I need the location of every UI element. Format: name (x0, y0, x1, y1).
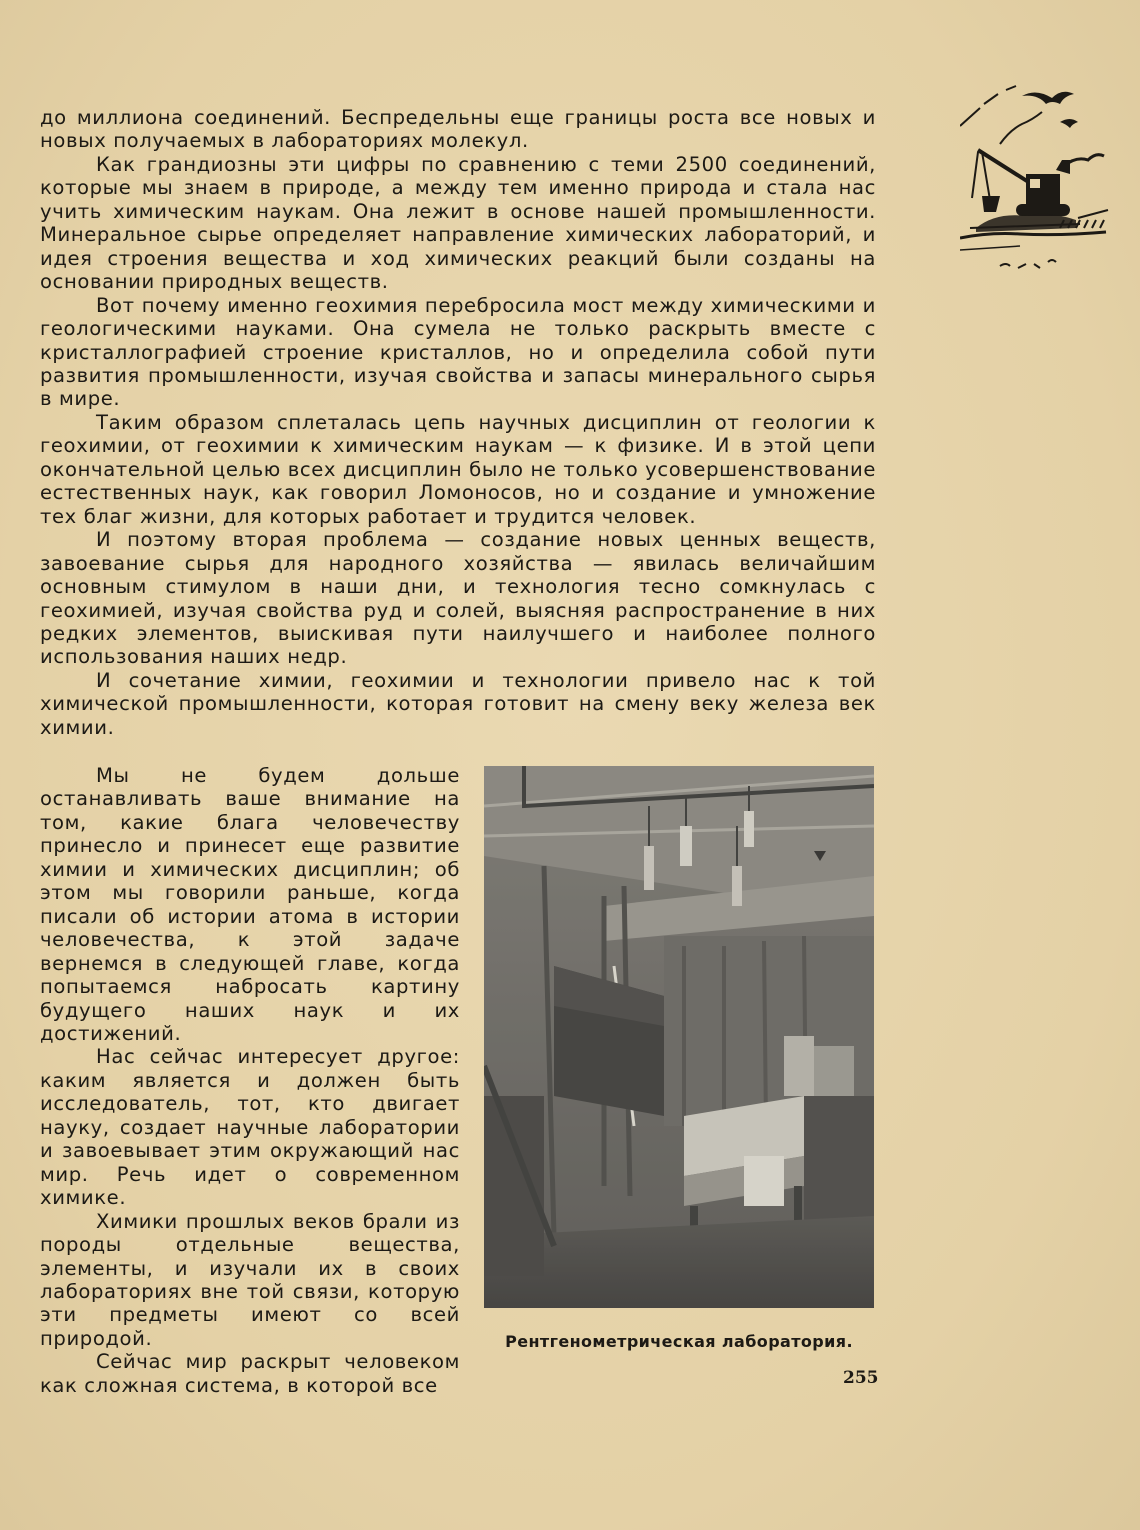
excavator-cable (972, 152, 990, 200)
ground-hatching (960, 232, 1106, 238)
smoke-line (1000, 112, 1042, 144)
paragraph: до миллиона соединений. Беспредельны еще границы роста все новых и новых получаемых в лабораториях молекул. (40, 106, 876, 153)
laboratory-photo (484, 766, 874, 1308)
photo-caption: Рентгенометрическая лаборатория. (505, 1332, 853, 1351)
paragraph: И сочетание химии, геохимии и технологии привело нас к той химической промышленности, которая готовит на смену веку железа век химии. (40, 668, 876, 739)
main-text-block (40, 106, 876, 739)
paragraph: Как грандиозны эти цифры по сравнению с теми 2500 соединений, которые мы знаем в природе, а между тем именно природа и стала нас учить химическим наукам. Она лежит в основе нашей промышленности. Минеральное сырье определяет направление химических лабораторий, и идея строения вещества и ход химических реакций были созданы на основании природных веществ. (40, 152, 876, 294)
bird-mark (1060, 119, 1078, 128)
excavator-bucket (982, 196, 1000, 212)
paragraph: Вот почему именно геохимия перебросила мост между химическими и геологическими науками. Она сумела не только раскрыть вместе с кристаллографией строение кристаллов, но и определила собой пути развития промышленности, изучая свойства и запасы минерального сырья в мире. (40, 293, 876, 411)
excavator-cab (1026, 174, 1060, 204)
paragraph: Мы не будем дольше останавливать ваше внимание на том, какие блага человечеству принесло и принесет еще развитие химии и химических дисциплин; об этом мы говорили раньше, когда писали об истории атома в истории человечества, к этой задаче вернемся в следующей главе, когда попытаемся набросать картину будущего наших наук и их достижений. (40, 764, 460, 1045)
paragraph: Таким образом сплеталась цепь научных дисциплин от геологии к геохимии, от геохимии к химическим наукам — к физике. И в этой цепи окончательной целью всех дисциплин было не только усовершенствование естественных наук, как говорил Ломоносов, но и создание и умножение тех благ жизни, для которых работает и трудится человек. (40, 410, 876, 528)
paragraph: И поэтому вторая проблема — создание новых ценных веществ, завоевание сырья для народного хозяйства — явилась величайшим основным стимулом в наши дни, и технология тесно сомкнулась с геохимией, изучая свойства руд и солей, выясняя распространение в них редких элементов, выискивая пути наилучшего и наиболее полного использования наших недр. (40, 528, 876, 669)
page-number: 255 (843, 1368, 879, 1388)
smoke-line (960, 86, 1016, 126)
column-text-block (40, 764, 460, 1397)
paragraph: Сейчас мир раскрыт человеком как сложная система, в которой все (40, 1350, 460, 1397)
paragraph: Химики прошлых веков брали из породы отдельные вещества, элементы, и изучали их в своих лабораториях вне той связи, которую эти предметы имеют со всей природой. (40, 1209, 460, 1350)
paragraph: Нас сейчас интересует другое: каким является и должен быть исследователь, тот, кто двигает науку, создает научные лаборатории и завоевывает этим окружающий нас мир. Речь идет о современном химике. (40, 1045, 460, 1210)
excavator-illustration (960, 78, 1110, 288)
bird-mark (1022, 92, 1074, 104)
